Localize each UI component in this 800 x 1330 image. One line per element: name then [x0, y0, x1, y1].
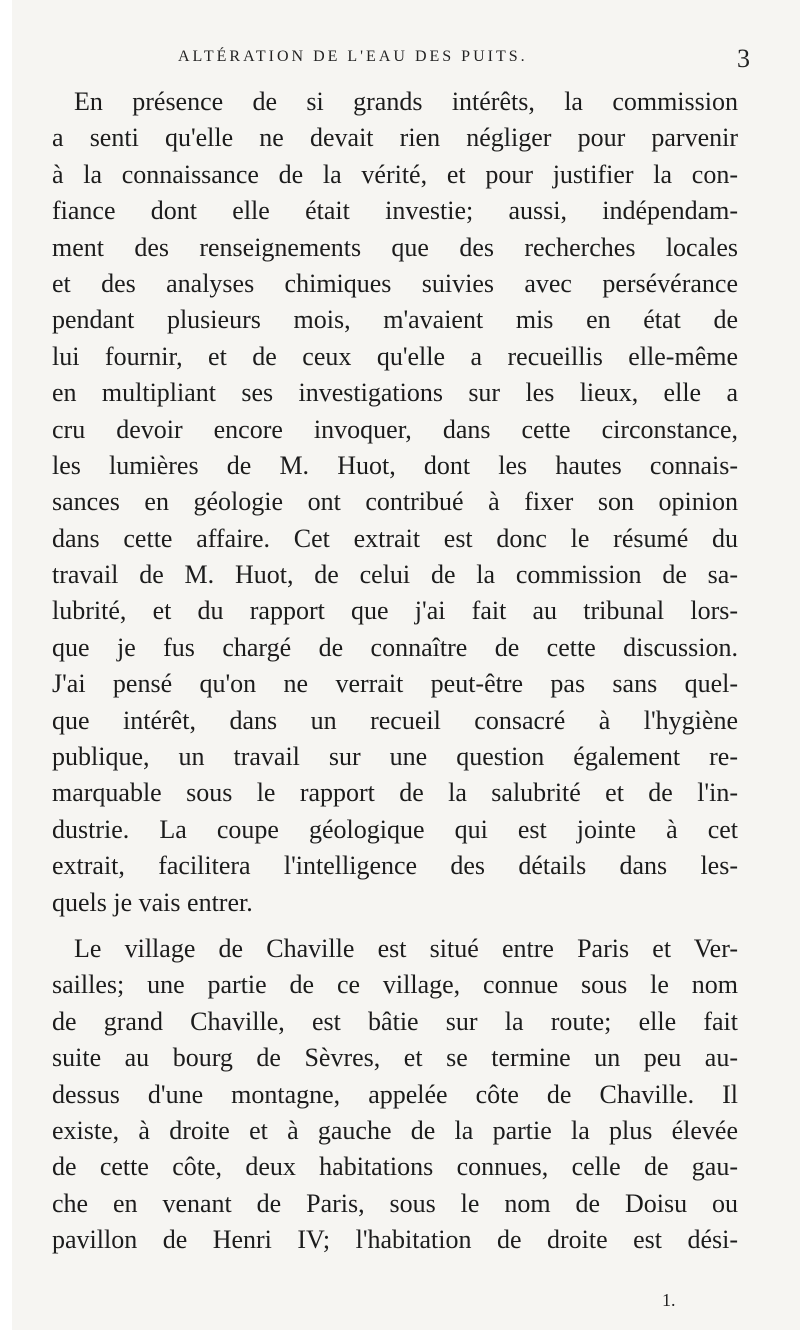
text-line: lubrité, et du rapport que j'ai fait au tribunal lors- — [52, 596, 738, 626]
text-line: que je fus chargé de connaître de cette discussion. — [52, 632, 738, 662]
text-line: à la connaissance de la vérité, et pour justifier la con- — [52, 159, 738, 189]
text-line: pavillon de Henri IV; l'habitation de droite est dési- — [52, 1225, 738, 1255]
text-line: marquable sous le rapport de la salubrité et de l'in- — [52, 778, 738, 808]
text-line: en multipliant ses investigations sur les lieux, elle a — [52, 378, 738, 408]
text-line: les lumières de M. Huot, dont les hautes connais- — [52, 450, 738, 480]
text-line: dans cette affaire. Cet extrait est donc le résumé du — [52, 523, 738, 553]
text-line: existe, à droite et à gauche de la partie la plus élevée — [52, 1115, 738, 1145]
text-line: che en venant de Paris, sous le nom de Doisu ou — [52, 1188, 738, 1218]
text-line: travail de M. Huot, de celui de la commission de sa- — [52, 560, 738, 590]
text-line: dustrie. La coupe géologique qui est jointe à cet — [52, 814, 738, 844]
text-line: quels je vais entrer. — [52, 887, 253, 917]
text-line: En présence de si grands intérêts, la commission — [74, 87, 738, 116]
text-line: lui fournir, et de ceux qu'elle a recueillis elle-même — [52, 341, 738, 371]
body-text — [52, 84, 738, 1259]
text-line: et des analyses chimiques suivies avec persévérance — [52, 268, 738, 298]
text-line: J'ai pensé qu'on ne verrait peut-être pas sans quel- — [52, 669, 738, 699]
text-line: fiance dont elle était investie; aussi, indépendam- — [52, 196, 738, 226]
running-head — [50, 40, 750, 73]
text-line: de grand Chaville, est bâtie sur la route; elle fait — [52, 1006, 738, 1036]
text-line: sances en géologie ont contribué à fixer son opinion — [52, 487, 738, 517]
running-title: ALTÉRATION DE L'EAU DES PUITS. — [178, 48, 528, 65]
paragraph-gap — [52, 921, 738, 931]
text-line: extrait, facilitera l'intelligence des détails dans les- — [52, 851, 738, 881]
text-line: publique, un travail sur une question également re- — [52, 742, 738, 772]
text-line: a senti qu'elle ne devait rien négliger pour parvenir — [52, 123, 738, 153]
page-number: 3 — [737, 44, 750, 73]
text-line: cru devoir encore invoquer, dans cette circonstance, — [52, 414, 738, 444]
text-line: sailles; une partie de ce village, connue sous le nom — [52, 970, 738, 1000]
text-line: dessus d'une montagne, appelée côte de Chaville. Il — [52, 1079, 738, 1109]
text-line: suite au bourg de Sèvres, et se termine un peu au- — [52, 1043, 738, 1073]
text-line: de cette côte, deux habitations connues, celle de gau- — [52, 1152, 738, 1182]
signature-mark: 1. — [662, 1290, 676, 1310]
text-line: pendant plusieurs mois, m'avaient mis en état de — [52, 305, 738, 335]
text-line: ment des renseignements que des recherches locales — [52, 232, 738, 262]
text-line: Le village de Chaville est situé entre Paris et Ver- — [74, 933, 738, 963]
text-line: que intérêt, dans un recueil consacré à l'hygiène — [52, 705, 738, 735]
page-left-margin — [0, 0, 12, 1330]
